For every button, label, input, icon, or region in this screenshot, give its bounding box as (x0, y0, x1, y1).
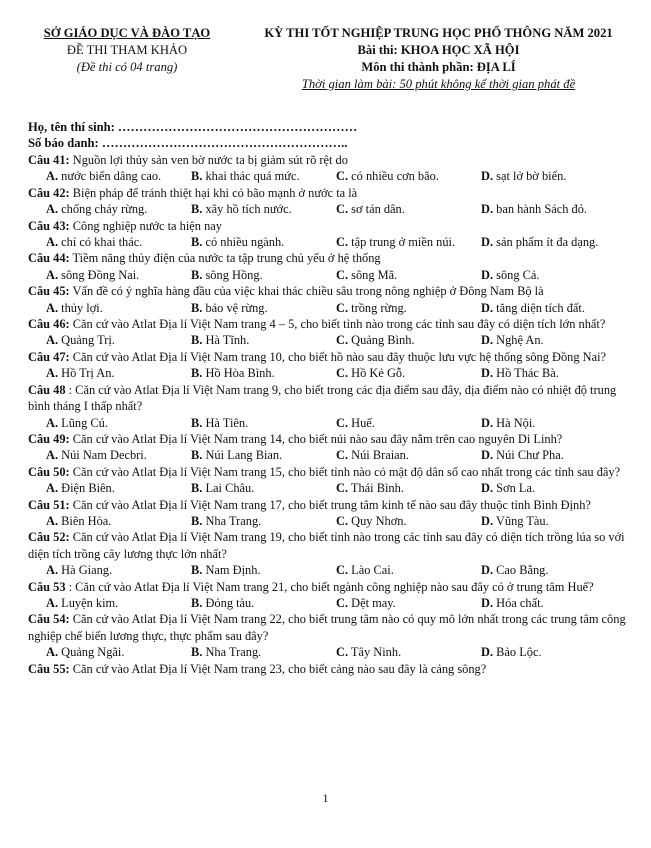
option-text: chống cháy rừng. (61, 202, 148, 217)
question (28, 218, 626, 234)
question-text: Căn cứ vào Atlat Địa lí Việt Nam trang 10, cho biết hồ nào sau đây thuộc lưu vực hệ thống sông Đồng Nai? (72, 349, 607, 364)
option-label: D. (481, 448, 494, 463)
answer-option (481, 332, 626, 348)
option-label: C. (336, 513, 349, 528)
question (28, 283, 626, 299)
option-text: Lai Châu. (205, 481, 255, 496)
answer-options (28, 168, 626, 184)
option-text: Hà Tĩnh. (205, 333, 250, 348)
student-info (28, 119, 357, 151)
option-text: Vũng Tàu. (495, 513, 549, 528)
option-label: A. (46, 448, 59, 463)
option-label: C. (336, 333, 349, 348)
option-label: B. (191, 513, 203, 528)
option-text: Nha Trang. (205, 513, 262, 528)
option-label: B. (191, 300, 203, 315)
question-number: Câu 42: (28, 185, 70, 200)
option-text: thủy lợi. (61, 300, 103, 315)
option-label: B. (191, 169, 203, 184)
question (28, 661, 626, 677)
answer-option (191, 644, 336, 660)
question-text: : Căn cứ vào Atlat Địa lí Việt Nam trang 9, cho biết trong các địa điểm sau đây, địa điểm nào có nhiệt độ trung bình tháng I thấp nhất? (28, 382, 617, 414)
student-number-field: Số báo danh: ………………………………………………….. (28, 136, 348, 150)
answer-option (481, 234, 626, 250)
question-text: Căn cứ vào Atlat Địa lí Việt Nam trang 23, cho biết cảng nào sau đây là cảng sông? (72, 661, 487, 676)
option-text: Hà Giang. (61, 563, 113, 578)
answer-option (191, 267, 336, 283)
answer-option (481, 415, 626, 431)
option-text: sông Cả. (496, 267, 540, 282)
option-text: có nhiều ngành. (205, 235, 285, 250)
option-text: Tây Ninh. (350, 645, 402, 660)
answer-option (481, 168, 626, 184)
question (28, 316, 626, 332)
option-label: D. (481, 235, 494, 250)
answer-option (46, 513, 191, 529)
option-label: A. (46, 513, 59, 528)
option-label: D. (481, 333, 494, 348)
option-text: sơ tán dân. (351, 202, 405, 217)
option-label: A. (46, 415, 59, 430)
question-text: Căn cứ vào Atlat Địa lí Việt Nam trang 22, cho biết trung tâm nào có quy mô lớn nhất trong các trung tâm công nghiệp chế biến lương thực, thực phẩm sau đây? (28, 612, 626, 643)
question-text: Căn cứ vào Atlat Địa lí Việt Nam trang 14, cho biết núi nào sau đây nằm trên cao nguyên Di Linh? (72, 431, 563, 446)
option-label: C. (336, 267, 349, 282)
answer-option (336, 415, 481, 431)
answer-option (481, 365, 626, 381)
question (28, 464, 626, 480)
question-number: Câu 44: (28, 251, 70, 266)
option-text: Núi Nam Decbri. (61, 448, 147, 463)
answer-option (46, 644, 191, 660)
answer-option (46, 415, 191, 431)
exam-type: ĐỀ THI THAM KHẢO (66, 43, 188, 57)
option-label: D. (481, 169, 494, 184)
option-label: A. (46, 202, 59, 217)
answer-option (46, 447, 191, 463)
option-text: Hà Tiên. (205, 415, 249, 430)
option-label: A. (46, 366, 59, 381)
option-text: Biên Hòa. (61, 513, 112, 528)
option-text: Nha Trang. (205, 645, 262, 660)
answer-option (481, 201, 626, 217)
question (28, 611, 626, 644)
answer-option (336, 644, 481, 660)
option-text: Huế. (351, 415, 375, 430)
answer-option (481, 447, 626, 463)
option-text: Núi Braian. (351, 448, 409, 463)
option-label: C. (336, 202, 349, 217)
answer-options (28, 267, 626, 283)
answer-options (28, 365, 626, 381)
page-count-note: (Đề thi có 04 trang) (76, 60, 178, 74)
answer-option (46, 332, 191, 348)
option-label: D. (481, 415, 494, 430)
answer-options (28, 644, 626, 660)
option-label: D. (481, 300, 494, 315)
answer-option (46, 201, 191, 217)
question-number: Câu 43: (28, 218, 70, 233)
header-left (22, 25, 232, 76)
question-list (28, 152, 626, 677)
answer-options (28, 562, 626, 578)
question (28, 185, 626, 201)
option-text: Lào Cai. (351, 563, 394, 578)
answer-option (191, 447, 336, 463)
option-text: có nhiều cơn bão. (351, 169, 439, 184)
option-label: C. (336, 235, 349, 250)
option-label: A. (46, 481, 59, 496)
answer-options (28, 415, 626, 431)
answer-option (481, 644, 626, 660)
option-text: sản phẩm ít đa dạng. (496, 235, 599, 250)
option-text: sạt lở bờ biển. (496, 169, 567, 184)
answer-option (191, 332, 336, 348)
option-text: Hà Nội. (496, 415, 536, 430)
question (28, 529, 626, 562)
question-number: Câu 49: (28, 431, 70, 446)
option-label: B. (191, 563, 203, 578)
option-text: Dệt may. (351, 595, 396, 610)
answer-options (28, 234, 626, 250)
answer-option (336, 480, 481, 496)
option-label: A. (46, 300, 59, 315)
question-number: Câu 45: (28, 284, 70, 299)
option-label: C. (336, 645, 349, 660)
option-label: B. (191, 267, 203, 282)
option-text: tập trung ở miền núi. (351, 235, 456, 250)
exam-subject: Bài thi: KHOA HỌC XÃ HỘI (357, 43, 520, 57)
student-name-field: Họ, tên thí sinh: ………………………………………………… (28, 120, 358, 134)
answer-options (28, 513, 626, 529)
option-text: Quảng Trị. (61, 333, 115, 348)
answer-options (28, 300, 626, 316)
option-label: B. (191, 481, 203, 496)
option-text: khai thác quá mức. (205, 169, 300, 184)
answer-option (481, 562, 626, 578)
option-label: C. (336, 448, 349, 463)
option-label: C. (336, 366, 349, 381)
answer-option (336, 234, 481, 250)
option-label: C. (336, 481, 349, 496)
question-text: Căn cứ vào Atlat Địa lí Việt Nam trang 17, cho biết trung tâm kinh tế nào sau đây thuộc tỉnh Bình Định? (72, 497, 591, 512)
option-label: A. (46, 333, 59, 348)
answer-option (191, 562, 336, 578)
answer-option (336, 365, 481, 381)
option-text: Nam Định. (205, 563, 261, 578)
option-text: Sơn La. (496, 481, 536, 496)
option-text: Quảng Ngãi. (61, 645, 125, 660)
header-right (236, 25, 641, 93)
question-number: Câu 53 (28, 579, 66, 594)
option-text: Luyện kim. (61, 595, 119, 610)
question-number: Câu 54: (28, 612, 70, 627)
answer-options (28, 332, 626, 348)
option-text: sông Hồng. (205, 267, 263, 282)
option-text: Bảo Lộc. (496, 645, 542, 660)
option-label: A. (46, 235, 59, 250)
option-label: A. (46, 169, 59, 184)
option-label: D. (481, 595, 494, 610)
option-label: D. (481, 202, 494, 217)
answer-option (46, 300, 191, 316)
answer-option (336, 595, 481, 611)
question-number: Câu 47: (28, 349, 70, 364)
option-text: trồng rừng. (351, 300, 407, 315)
question (28, 152, 626, 168)
option-label: B. (191, 415, 203, 430)
option-label: B. (191, 235, 203, 250)
option-text: Núi Lang Bian. (205, 448, 283, 463)
answer-option (191, 513, 336, 529)
option-label: B. (191, 448, 203, 463)
question-number: Câu 55: (28, 661, 70, 676)
answer-option (336, 513, 481, 529)
answer-option (481, 513, 626, 529)
question (28, 579, 626, 595)
question (28, 349, 626, 365)
question-text: Công nghiệp nước ta hiện nay (72, 218, 222, 233)
option-text: Điện Biên. (61, 481, 115, 496)
option-label: A. (46, 595, 59, 610)
answer-option (191, 595, 336, 611)
option-text: Hồ Thác Bà. (496, 366, 559, 381)
answer-option (336, 201, 481, 217)
option-label: C. (336, 169, 349, 184)
answer-option (481, 300, 626, 316)
option-label: D. (481, 513, 494, 528)
answer-option (336, 168, 481, 184)
answer-option (191, 168, 336, 184)
option-label: D. (481, 481, 494, 496)
option-text: Nghệ An. (496, 333, 544, 348)
option-label: B. (191, 333, 203, 348)
answer-options (28, 447, 626, 463)
option-label: B. (191, 366, 203, 381)
question-number: Câu 48 (28, 382, 66, 397)
answer-option (481, 595, 626, 611)
page-number: 1 (322, 791, 329, 805)
question-text: Tiềm năng thủy điện của nước ta tập trung chủ yếu ở hệ thống (72, 251, 381, 266)
option-label: B. (191, 202, 203, 217)
option-label: D. (481, 645, 494, 660)
answer-option (336, 300, 481, 316)
answer-options (28, 595, 626, 611)
answer-option (336, 267, 481, 283)
option-text: Đóng tàu. (205, 595, 255, 610)
answer-option (46, 562, 191, 578)
question-number: Câu 51: (28, 497, 70, 512)
question-text: Căn cứ vào Atlat Địa lí Việt Nam trang 15, cho biết tỉnh nào có mật độ dân số cao nhất trong các tỉnh sau đây? (72, 464, 621, 479)
option-label: B. (191, 595, 203, 610)
option-label: C. (336, 563, 349, 578)
answer-option (191, 234, 336, 250)
option-text: Hồ Kẻ Gỗ. (351, 366, 406, 381)
time-limit: Thời gian làm bài: 50 phút không kể thời gian phát đề (301, 77, 576, 91)
question-number: Câu 41: (28, 153, 70, 167)
option-text: Thái Bình. (350, 481, 404, 496)
question-text: Căn cứ vào Atlat Địa lí Việt Nam trang 4 – 5, cho biết tỉnh nào trong các tỉnh sau đây có diện tích lớn nhất? (72, 317, 606, 332)
option-text: sông Mã. (351, 267, 398, 282)
question (28, 250, 626, 266)
option-text: tăng diện tích đất. (496, 300, 585, 315)
exam-component: Môn thi thành phần: ĐỊA LÍ (361, 60, 516, 74)
option-text: nước biển dâng cao. (61, 169, 162, 184)
answer-option (191, 365, 336, 381)
option-text: ban hành Sách đỏ. (496, 202, 587, 217)
answer-option (46, 365, 191, 381)
question-text: Căn cứ vào Atlat Địa lí Việt Nam trang 19, cho biết tỉnh nào trong các tỉnh sau đây có diện tích trồng lúa so với diện tích trồng cây lương thực lớn nhất? (28, 530, 625, 561)
question-number: Câu 52: (28, 530, 70, 545)
option-text: Quy Nhơn. (351, 513, 407, 528)
answer-options (28, 201, 626, 217)
option-label: C. (336, 595, 349, 610)
option-text: Hồ Trị An. (61, 366, 115, 381)
answer-option (191, 415, 336, 431)
question (28, 497, 626, 513)
option-label: D. (481, 563, 494, 578)
option-label: A. (46, 645, 59, 660)
question-text: Nguồn lợi thủy sản ven bờ nước ta bị giảm sút rõ rệt do (72, 153, 348, 167)
option-text: bảo vệ rừng. (205, 300, 268, 315)
answer-option (46, 234, 191, 250)
answer-option (46, 267, 191, 283)
answer-option (191, 201, 336, 217)
option-label: A. (46, 563, 59, 578)
option-label: D. (481, 366, 494, 381)
question-number: Câu 50: (28, 464, 70, 479)
option-label: A. (46, 267, 59, 282)
answer-option (46, 168, 191, 184)
question-text: Vấn đề có ý nghĩa hàng đầu của việc khai thác chiều sâu trong nông nghiệp ở Đông Nam Bộ là (72, 284, 544, 299)
option-text: Núi Chư Pha. (496, 448, 564, 463)
question-number: Câu 46: (28, 317, 70, 332)
question (28, 382, 626, 415)
option-label: C. (336, 415, 349, 430)
question-text: Biện pháp để tránh thiệt hại khi có bão mạnh ở nước ta là (72, 185, 358, 200)
option-text: Hóa chất. (496, 595, 544, 610)
department-name: SỞ GIÁO DỤC VÀ ĐÀO TẠO (43, 26, 211, 40)
answer-option (481, 480, 626, 496)
option-label: C. (336, 300, 349, 315)
answer-options (28, 480, 626, 496)
option-text: xây hồ tích nước. (205, 202, 292, 217)
answer-option (336, 562, 481, 578)
answer-option (46, 595, 191, 611)
option-text: Quảng Bình. (351, 333, 415, 348)
option-text: Cao Bằng. (496, 563, 549, 578)
option-text: Lũng Cú. (61, 415, 108, 430)
answer-option (336, 447, 481, 463)
option-label: B. (191, 645, 203, 660)
exam-title: KỲ THI TỐT NGHIỆP TRUNG HỌC PHỔ THÔNG NĂM 2021 (264, 26, 613, 40)
answer-option (191, 300, 336, 316)
option-label: D. (481, 267, 494, 282)
answer-option (46, 480, 191, 496)
answer-option (336, 332, 481, 348)
option-text: Hồ Hòa Bình. (205, 366, 275, 381)
answer-option (191, 480, 336, 496)
question (28, 431, 626, 447)
question-text: : Căn cứ vào Atlat Địa lí Việt Nam trang 21, cho biết ngành công nghiệp nào sau đây có ở trung tâm Huế? (68, 579, 594, 594)
option-text: sông Đồng Nai. (61, 267, 140, 282)
option-text: chỉ có khai thác. (61, 235, 143, 250)
answer-option (481, 267, 626, 283)
